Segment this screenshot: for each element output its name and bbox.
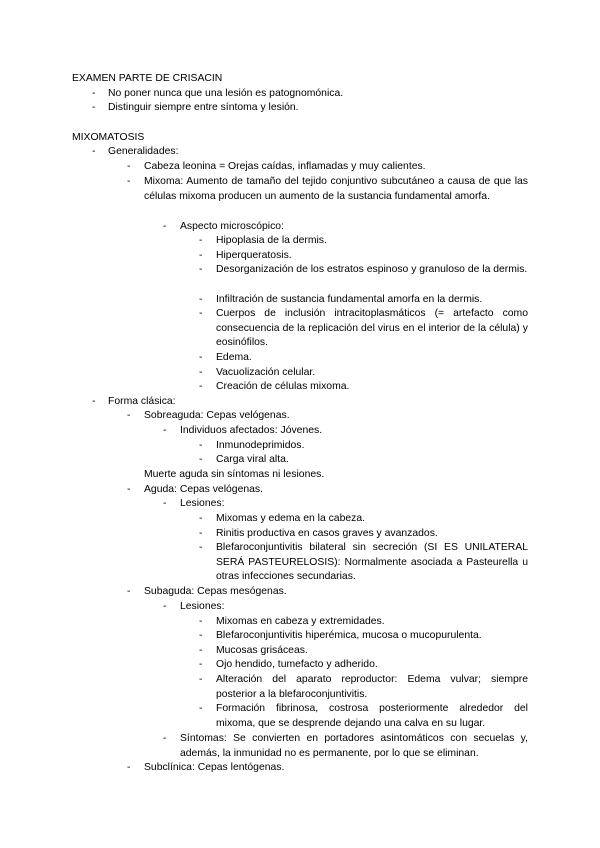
aspecto-item: Creación de células mixoma.: [216, 381, 350, 392]
bullet-dash: -: [127, 762, 131, 773]
lesiones-label: Lesiones:: [180, 601, 225, 612]
individuos-subitem: Carga viral alta.: [216, 454, 289, 465]
aspecto-item: Cuerpos de inclusión intracitoplasmáticos (= artefacto como consecuencia de la replicación del virus en el interior de la célula) y eosinófilos.: [216, 308, 528, 349]
bullet-dash: -: [163, 425, 167, 436]
sintomas-item: Síntomas: Se convierten en portadores asintomáticos con secuelas y, además, la inmunidad no es permanente, por lo que se eliminan.: [180, 733, 528, 759]
bullet-dash: -: [92, 396, 96, 407]
bullet-dash: -: [199, 367, 203, 378]
bullet-dash: -: [199, 645, 203, 656]
individuos-subitem: Inmunodeprimidos.: [216, 440, 305, 451]
bullet-dash: -: [199, 352, 203, 363]
subclinica-item: Subclínica: Cepas lentógenas.: [144, 762, 285, 773]
bullet-dash: -: [199, 630, 203, 641]
forma-clasica-label: Forma clásica:: [108, 396, 176, 407]
subaguda-lesion: Mucosas grisáceas.: [216, 645, 308, 656]
bullet-dash: -: [199, 250, 203, 261]
lesiones-label: Lesiones:: [180, 498, 225, 509]
bullet-dash: -: [92, 146, 96, 157]
bullet-dash: -: [199, 294, 203, 305]
cabeza-leonina-item: Cabeza leonina = Orejas caídas, inflamadas y muy calientes.: [144, 161, 426, 172]
bullet-dash: -: [127, 484, 131, 495]
aguda-lesion: Mixomas y edema en la cabeza.: [216, 513, 366, 524]
bullet-dash: -: [199, 440, 203, 451]
bullet-dash: -: [199, 616, 203, 627]
bullet-dash: -: [199, 674, 203, 685]
disease-heading: MIXOMATOSIS: [72, 132, 145, 143]
aspecto-label: Aspecto microscópico:: [180, 221, 284, 232]
aguda-lesion: Blefaroconjuntivitis bilateral sin secreción (SI ES UNILATERAL SERÁ PASTEURELOSIS): Normalmente asociada a Pasteurella u otras infecciones secundarias.: [216, 542, 528, 583]
aguda-item: Aguda: Cepas velógenas.: [144, 484, 264, 495]
bullet-dash: -: [199, 264, 203, 275]
bullet-dash: -: [199, 659, 203, 670]
bullet-dash: -: [199, 308, 203, 319]
aspecto-item: Hipoplasia de la dermis.: [216, 235, 327, 246]
bullet-dash: -: [127, 410, 131, 421]
subaguda-item: Subaguda: Cepas mesógenas.: [144, 586, 287, 597]
exam-item: Distinguir siempre entre síntoma y lesión.: [108, 102, 299, 113]
bullet-dash: -: [199, 542, 203, 553]
muerte-note: Muerte aguda sin síntomas ni lesiones.: [144, 469, 325, 480]
bullet-dash: -: [199, 528, 203, 539]
bullet-dash: -: [127, 176, 131, 187]
bullet-dash: -: [127, 586, 131, 597]
subaguda-lesion: Alteración del aparato reproductor: Edema vulvar; siempre posterior a la blefaroconjuntivitis.: [216, 674, 528, 700]
bullet-dash: -: [92, 102, 96, 113]
subaguda-lesion: Formación fibrinosa, costrosa posteriormente alrededor del mixoma, que se desprende dejando una calva en su lugar.: [216, 703, 528, 729]
exam-heading: EXAMEN PARTE DE CRISACIN: [72, 73, 223, 84]
aspecto-item: Hiperqueratosis.: [216, 250, 292, 261]
bullet-dash: -: [127, 161, 131, 172]
aspecto-item: Desorganización de los estratos espinoso y granuloso de la dermis.: [216, 264, 528, 275]
bullet-dash: -: [199, 703, 203, 714]
bullet-dash: -: [163, 733, 167, 744]
exam-item: No poner nunca que una lesión es patognomónica.: [108, 88, 344, 99]
subaguda-lesion: Ojo hendido, tumefacto y adherido.: [216, 659, 378, 670]
bullet-dash: -: [199, 235, 203, 246]
bullet-dash: -: [199, 454, 203, 465]
subaguda-lesion: Mixomas en cabeza y extremidades.: [216, 616, 385, 627]
bullet-dash: -: [163, 498, 167, 509]
subaguda-lesion: Blefaroconjuntivitis hiperémica, mucosa o mucopurulenta.: [216, 630, 482, 641]
bullet-dash: -: [199, 513, 203, 524]
bullet-dash: -: [163, 601, 167, 612]
sobreaguda-item: Sobreaguda: Cepas velógenas.: [144, 410, 290, 421]
aguda-lesion: Rinitis productiva en casos graves y avanzados.: [216, 528, 438, 539]
individuos-item: Individuos afectados: Jóvenes.: [180, 425, 323, 436]
bullet-dash: -: [92, 88, 96, 99]
bullet-dash: -: [199, 381, 203, 392]
aspecto-item: Vacuolización celular.: [216, 367, 316, 378]
mixoma-item: Mixoma: Aumento de tamaño del tejido conjuntivo subcutáneo a causa de que las células mixoma producen un aumento de la sustancia fundamental amorfa.: [144, 176, 528, 202]
aspecto-item: Edema.: [216, 352, 252, 363]
bullet-dash: -: [163, 221, 167, 232]
aspecto-item: Infiltración de sustancia fundamental amorfa en la dermis.: [216, 294, 483, 305]
generalidades-label: Generalidades:: [108, 146, 179, 157]
